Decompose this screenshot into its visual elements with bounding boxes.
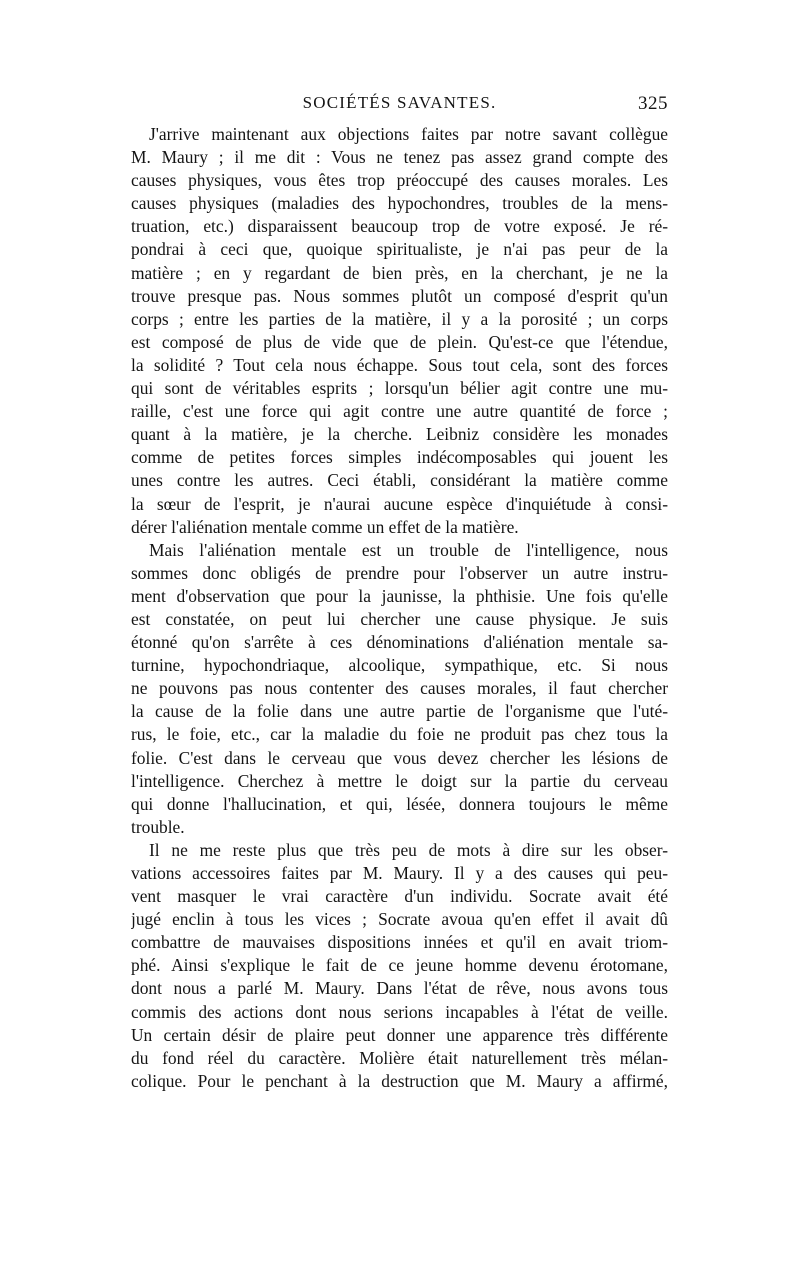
text-line: comme de petites forces simples indécomposables qui jouent les <box>131 447 668 468</box>
text-line: causes physiques (maladies des hypochondres, troubles de la mens- <box>131 193 668 214</box>
text-line: vent masquer le vrai caractère d'un individu. Socrate avait été <box>131 886 668 907</box>
text-line: Il ne me reste plus que très peu de mots à dire sur les obser- <box>149 839 668 860</box>
text-line: jugé enclin à tous les vices ; Socrate avoua qu'en effet il avait dû <box>131 909 668 930</box>
text-line: trouve presque pas. Nous sommes plutôt un composé d'esprit qu'un <box>131 285 668 306</box>
text-line: J'arrive maintenant aux objections faites par notre savant collègue <box>149 124 668 144</box>
text-line: est composé de plus de vide que de plein. Qu'est-ce que l'étendue, <box>131 331 668 352</box>
text-line: vations accessoires faites par M. Maury. Il y a des causes qui peu- <box>131 863 668 883</box>
text-line: dérer l'aliénation mentale comme un effet de la matière. <box>131 516 519 537</box>
text-line: l'intelligence. Cherchez à mettre le doigt sur la partie du cerveau <box>131 770 668 791</box>
text-line: étonné qu'on s'arrête à ces dénominations d'aliénation mentale sa- <box>131 632 668 653</box>
text-line: colique. Pour le penchant à la destruction que M. Maury a affirmé, <box>131 1070 668 1091</box>
text-line: rus, le foie, etc., car la maladie du foie ne produit pas chez tous la <box>131 724 668 745</box>
text-line: quant à la matière, je la cherche. Leibniz considère les monades <box>131 424 668 445</box>
text-line: est constatée, on peut lui chercher une cause physique. Je suis <box>131 608 668 629</box>
text-line: Mais l'aliénation mentale est un trouble de l'intelligence, nous <box>149 539 668 560</box>
body-text <box>131 123 668 1093</box>
text-line: truation, etc.) disparaissent beaucoup trop de votre exposé. Je ré- <box>131 216 668 237</box>
text-line: raille, c'est une force qui agit contre une autre quantité de force ; <box>131 401 668 422</box>
text-line: combattre de mauvaises dispositions innées et qu'il en avait triom- <box>131 932 668 953</box>
text-line: M. Maury ; il me dit : Vous ne tenez pas assez grand compte des <box>131 147 668 168</box>
text-line: causes physiques, vous êtes trop préoccupé des causes morales. Les <box>131 170 668 191</box>
paragraph-objections <box>131 123 668 539</box>
running-head-title: SOCIÉTÉS SAVANTES. <box>302 93 497 112</box>
text-line: commis des actions dont nous serions incapables à l'état de veille. <box>131 1001 668 1022</box>
text-line: Un certain désir de plaire peut donner une apparence très différente <box>131 1024 668 1045</box>
text-line: qui donne l'hallucination, et qui, lésée, donnera toujours le même <box>131 793 668 814</box>
text-line: matière ; en y regardant de bien près, en la cherchant, je ne la <box>131 262 668 283</box>
text-line: qui sont de véritables esprits ; lorsqu'un bélier agit contre une mu- <box>131 378 668 399</box>
text-line: trouble. <box>131 816 185 837</box>
text-line: corps ; entre les parties de la matière, il y a la porosité ; un corps <box>131 308 668 329</box>
paragraph-intelligence <box>131 539 668 839</box>
text-line: la cause de la folie dans une autre partie de l'organisme que l'uté- <box>131 701 668 722</box>
text-line: ne pouvons pas nous contenter des causes morales, il faut chercher <box>131 678 668 699</box>
text-line: du fond réel du caractère. Molière était naturellement très mélan- <box>131 1047 668 1068</box>
text-line: unes contre les autres. Ceci établi, considérant la matière comme <box>131 470 668 491</box>
text-line: dont nous a parlé M. Maury. Dans l'état de rêve, nous avons tous <box>131 978 668 999</box>
text-line: sommes donc obligés de prendre pour l'observer un autre instru- <box>131 562 668 583</box>
text-line: pondrai à ceci que, quoique spiritualiste, je n'ai pas peur de la <box>131 239 668 260</box>
text-line: turnine, hypochondriaque, alcoolique, sympathique, etc. Si nous <box>131 655 668 676</box>
text-line: la solidité ? Tout cela nous échappe. Sous tout cela, sont des forces <box>131 354 668 375</box>
page-number: 325 <box>638 93 668 114</box>
text-line: folie. C'est dans le cerveau que vous devez chercher les lésions de <box>131 747 668 768</box>
paragraph-observations <box>131 839 668 1093</box>
running-head <box>131 93 668 119</box>
text-line: phé. Ainsi s'explique le fait de ce jeune homme devenu érotomane, <box>131 955 668 976</box>
text-line: la sœur de l'esprit, je n'aurai aucune espèce d'inquiétude à consi- <box>131 493 668 514</box>
text-line: ment d'observation que pour la jaunisse, la phthisie. Une fois qu'elle <box>131 585 668 606</box>
